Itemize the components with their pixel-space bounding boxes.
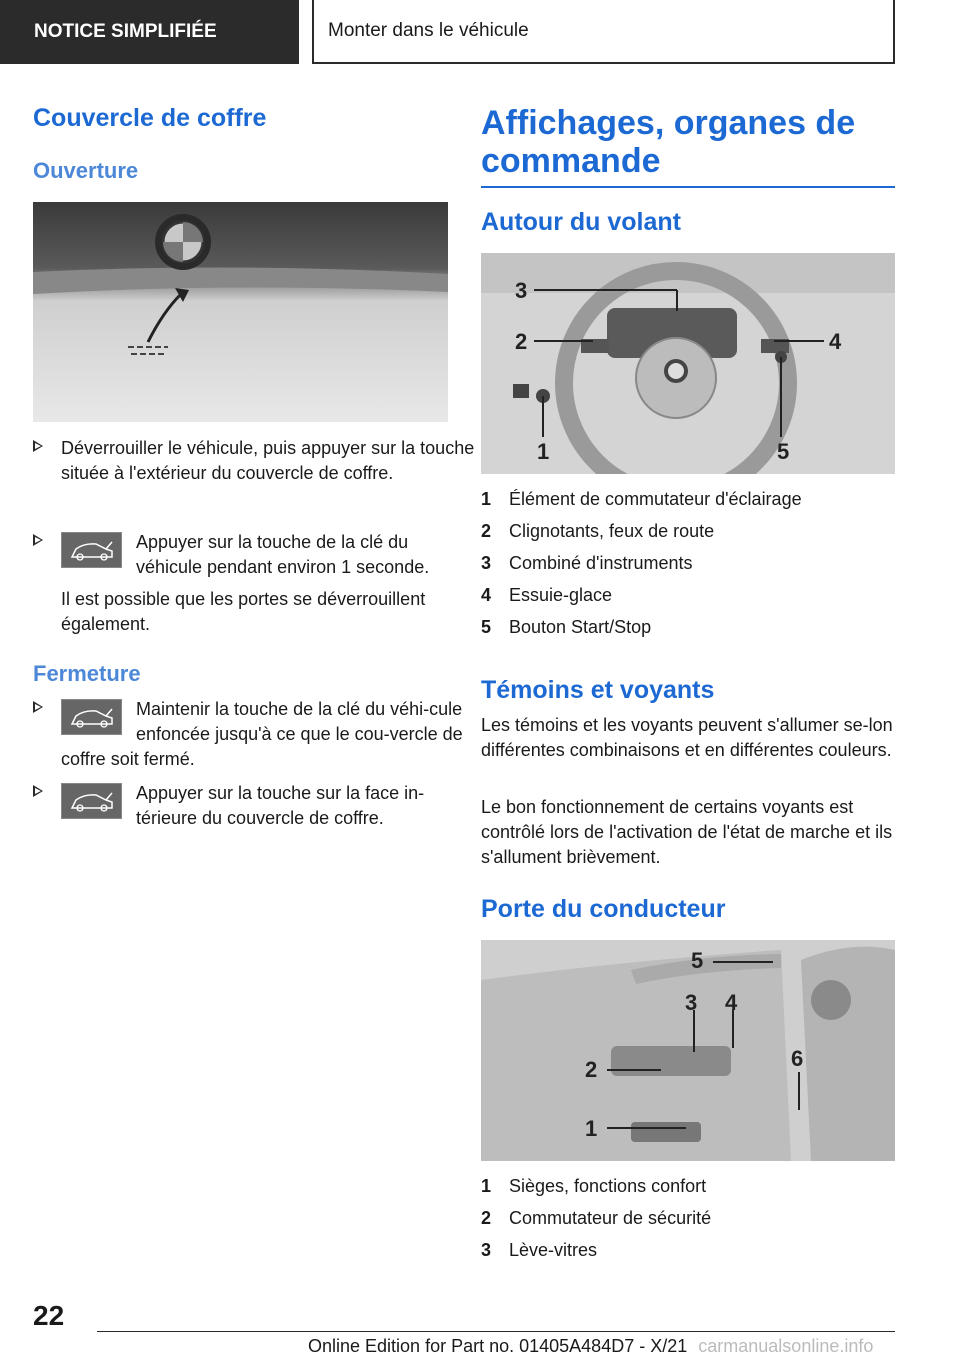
door-callout-5: 5 — [691, 948, 704, 973]
wheel-legend — [481, 483, 895, 643]
list-item: 1 Sièges, fonctions confort — [481, 1176, 707, 1196]
closing-step-1-text: Maintenir la touche de la clé du véhi‐cule enfoncée jusqu'à ce que le cou‐vercle de coffre soit fermé. — [61, 699, 463, 769]
list-item: 3 Combiné d'instruments — [481, 553, 693, 573]
watermark: carmanualsonline.info — [698, 1336, 874, 1356]
footer-edition: Online Edition for Part no. 01405A484D7 - X/21 carmanualsonline.info — [308, 1336, 874, 1356]
list-item: 5 Bouton Start/Stop — [481, 617, 652, 637]
opening-step-2 — [33, 530, 476, 580]
steering-wheel-photo — [481, 253, 895, 474]
trunk-lid-title: Couvercle de coffre — [33, 104, 267, 132]
chapter-tab: Monter dans le véhicule — [312, 0, 895, 64]
wheel-callout-2: 2 — [515, 329, 528, 354]
closing-step-1 — [33, 697, 476, 772]
list-item: 3 Lève-vitres — [481, 1240, 598, 1260]
closing-step-2 — [33, 781, 476, 831]
door-legend — [481, 1170, 895, 1266]
car-trunk-key-icon — [61, 699, 122, 735]
triangle-bullet-icon — [33, 701, 43, 713]
wheel-callout-5: 5 — [777, 439, 790, 464]
opening-step-1-text: Déverrouiller le véhicule, puis appuyer sur la touche située à l'extérieur du couvercle de coffre. — [61, 438, 475, 483]
door-callout-6: 6 — [791, 1046, 804, 1071]
triangle-bullet-icon — [33, 534, 43, 546]
opening-note: Il est possible que les portes se déverrouillent également. — [61, 589, 426, 634]
door-heading: Porte du conducteur — [481, 895, 726, 923]
wheel-callout-4: 4 — [829, 329, 842, 354]
page-number: 22 — [33, 1300, 65, 1331]
wheel-heading: Autour du volant — [481, 208, 681, 236]
closing-heading: Fermeture — [33, 661, 141, 686]
car-trunk-key-icon — [61, 532, 122, 568]
list-item: 2 Commutateur de sécurité — [481, 1208, 712, 1228]
door-callout-1: 1 — [585, 1116, 598, 1141]
wheel-callout-3: 3 — [515, 278, 528, 303]
triangle-bullet-icon — [33, 440, 43, 452]
section-tab: NOTICE SIMPLIFIÉE — [0, 0, 299, 64]
controls-title: Affichages, organes de commande — [481, 104, 895, 188]
list-item: 2 Clignotants, feux de route — [481, 521, 715, 541]
footer-divider — [97, 1331, 895, 1332]
door-callout-4: 4 — [725, 990, 738, 1015]
lights-paragraph-2: Le bon fonctionnement de certains voyants est contrôlé lors de l'activation de l'état de marche et ils s'allument brièvement. — [481, 797, 893, 867]
controls-title-block — [481, 104, 895, 188]
wheel-callout-1: 1 — [537, 439, 550, 464]
opening-step-1 — [33, 436, 476, 486]
car-trunk-key-icon — [61, 783, 122, 819]
list-item: 4 Essuie-glace — [481, 585, 613, 605]
triangle-bullet-icon — [33, 785, 43, 797]
closing-step-2-text: Appuyer sur la touche sur la face in‐térieure du couvercle de coffre. — [136, 783, 425, 828]
lights-heading: Témoins et voyants — [481, 676, 715, 704]
lights-paragraph-1: Les témoins et les voyants peuvent s'allumer se‐lon différentes combinaisons et en différentes couleurs. — [481, 715, 893, 760]
door-callout-3: 3 — [685, 990, 698, 1015]
trunk-photo — [33, 202, 448, 422]
opening-heading: Ouverture — [33, 158, 139, 183]
driver-door-photo — [481, 940, 895, 1161]
list-item: 1 Élément de commutateur d'éclairage — [481, 489, 802, 509]
left-column — [33, 100, 448, 184]
opening-step-2-text: Appuyer sur la touche de la clé du véhicule pendant environ 1 seconde. — [136, 532, 430, 577]
door-callout-2: 2 — [585, 1057, 598, 1082]
